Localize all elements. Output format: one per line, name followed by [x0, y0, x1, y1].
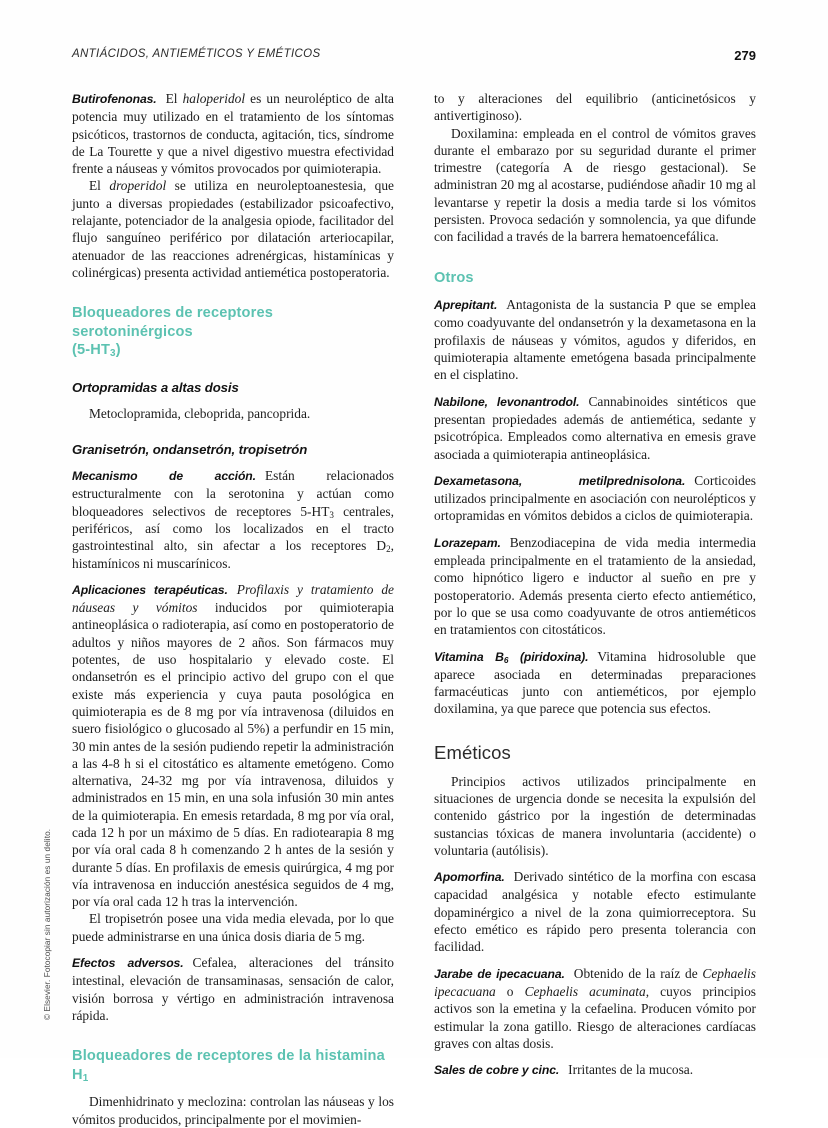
heading-bloqueadores-histamina: [72, 1047, 394, 1084]
heading-line-2-prefix: (5-HT: [72, 342, 111, 359]
text: El: [89, 178, 110, 194]
paragraph-butirofenonas: [72, 90, 394, 177]
runin-heading-apomorfina: Apomorfina.: [434, 870, 505, 885]
paragraph-sales-cobre-cinc: [434, 1061, 756, 1079]
runin-subscript-6: 6: [503, 654, 509, 665]
runin-prefix: Vitamina B: [434, 649, 504, 664]
subscript-d2: 2: [386, 544, 391, 555]
text: Cannabinoides sintéticos que presentan propiedades además de antiemética, sedante y psicotrópica. Empleados como alternativa en emesis grave asociada a quimioterapia antineoplásica.: [434, 393, 756, 462]
text: Obtenido de la raíz de: [573, 965, 703, 981]
text: Corticoides utilizados principalmente en asociación con neurolépticos y ortopramidas en vómitos debidos a ciclos de quimioterapia.: [434, 472, 756, 524]
subscript-5ht3: 3: [329, 509, 334, 520]
runin-heading-aprepitant: Aprepitant.: [434, 298, 498, 313]
paragraph-efectos-adversos: [72, 954, 394, 1024]
paragraph-dexametasona: [434, 472, 756, 525]
runin-heading-vitamina-b6: [434, 650, 588, 664]
paragraph-aprepitant: [434, 296, 756, 383]
italic-term-droperidol: droperidol: [109, 178, 167, 194]
paragraph-apomorfina: [434, 868, 756, 955]
heading-otros: Otros: [434, 269, 474, 286]
runin-heading-butirofenonas: Butirofenonas.: [72, 92, 157, 106]
subheading-ortopramidas: Ortopramidas a altas dosis: [72, 379, 239, 395]
text: o: [495, 983, 525, 999]
heading-text: Bloqueadores de receptores de la histamina H: [72, 1048, 385, 1083]
text: , cuyos principios activos son la emetina y la cefaelina. Producen vómito por estimular la zona gatillo. Riesgo de alteraciones cardíacas graves con altas dosis.: [434, 983, 756, 1051]
runin-heading-efectos-adversos: Efectos adversos.: [72, 956, 184, 971]
subheading-granisetron: Granisetrón, ondansetrón, tropisetrón: [72, 442, 308, 458]
heading-subscript-h1: 1: [82, 1072, 89, 1084]
text: Vitamina hidrosoluble que aparece asociada en determinadas preparaciones farmacéuticas junto con antieméticos, por ejemplo doxilamina, ya que parece que potencia sus efectos.: [434, 648, 756, 717]
text: , histamínicos ni muscarínicos.: [72, 538, 394, 571]
heading-line-1: Bloqueadores de receptores serotoninérgicos: [72, 305, 273, 340]
heading-bloqueadores-serotoninergicos: [72, 304, 394, 360]
runin-heading-mecanismo: Mecanismo de acción.: [72, 469, 256, 484]
runin-heading-dexametasona: Dexametasona, metilprednisolona.: [434, 473, 686, 488]
paragraph-tropisetron: El tropisetrón posee una vida media elevada, por lo que puede administrarse en una única dosis diaria de 5 mg.: [72, 911, 394, 944]
right-column: [434, 90, 756, 1078]
runin-heading-nabilone: Nabilone, levonantrodol.: [434, 394, 580, 409]
paragraph-jarabe-ipecacuana: [434, 965, 756, 1052]
paragraph-vitamina-b6: [434, 648, 756, 718]
heading-line-2-suffix: ): [115, 342, 121, 359]
heading-emeticos: Eméticos: [434, 741, 511, 763]
runin-heading-sales-cobre: Sales de cobre y cinc.: [434, 1063, 560, 1078]
text: es un neuroléptico de alta potencia muy utilizado en el tratamiento de los síntomas psicóticos, trastornos de conducta, agitación, tics, síndrome de La Tourette y que a nivel digestivo muestra efectividad frente a náuseas y vómitos provocados por quimioterapia.: [72, 91, 394, 177]
paragraph-histamina-body: Dimenhidrinato y meclozina: controlan las náuseas y los vómitos producidos, principalmente por el movimien-: [72, 1094, 394, 1127]
paragraph-nabilone: [434, 393, 756, 463]
paragraph-ortopramidas-list: Metoclopramida, cleboprida, pancoprida.: [89, 405, 311, 421]
left-column: [72, 90, 395, 1127]
text: Irritantes de la mucosa.: [568, 1062, 694, 1078]
runin-heading-aplicaciones: Aplicaciones terapéuticas.: [72, 582, 228, 597]
text: inducidos por quimioterapia antineoplásica o radioterapia, así como en postoperatorio de adultos y niños mayores de 2 años. Son fármacos muy potentes, de uso hospitalario y elevado coste. El ondansetrón es el principio activo del grupo con el que existe más experiencia y cuya pauta posológica en quimioterapia es de 8 mg por vía intravenosa (diluidos en suero fisiológico o glucosado al 5%) a perfundir en 15 min, 30 min antes de la sesión pudiendo repetir la administración a las 4-8 h si el citostático es altamente emetógeno. Como alternativa, 24-32 mg por vía intravenosa, diluidos y administrados en 15 min, en una sola infusión 30 min antes de la quimioterapia. En emesis retardada, 8 mg por vía oral, cada 12 h por un máximo de 5 días. En radiotearapia 8 mg por vía oral cada 8 h comenzando 2 h antes de la sesión y durante 5 días. En profilaxis de emesis quirúrgica, 4 mg por vía intravenosa en inducción anestésica seguidos de 4 mg, por vía oral cada 12 h tras la intervención.: [72, 600, 394, 910]
running-head-title: ANTIÁCIDOS, ANTIEMÉTICOS Y EMÉTICOS: [72, 48, 321, 60]
text: Benzodiacepina de vida media intermedia empleada principalmente en el tratamiento de la ansiedad, como hipnótico ligero e inductor al sueño en pre y postoperatorio. Además presenta cierto efecto antiemético, por lo que se usa como coadyuvante de otros antieméticos en tratamientos con citostáticos.: [434, 534, 756, 638]
paragraph-aplicaciones-terapeuticas: [72, 581, 394, 911]
text: Cefalea, alteraciones del tránsito intestinal, elevación de transaminasas, sensación de calor, visión borrosa y vértigo en administración intravenosa rápida.: [72, 955, 394, 1023]
running-head: [72, 48, 756, 70]
text: Derivado sintético de la morfina con escasa capacidad analgésica y notable efecto estimulante dopaminérgico a nivel de la zona quimiorreceptora. Su efecto emético es rápido pero presenta tolerancia con facilidad.: [434, 869, 756, 955]
paragraph-mecanismo-accion: [72, 467, 394, 572]
text: se utiliza en neuroleptoanestesia, que junto a diversas propiedades (estabilizador psicoafectivo, relajante, potenciador de la analgesia opiode, facilitador del flujo sanguíneo periférico por dilatación arteriocapilar, atenuador de las reacciones adrenérgicas, histamínicas y colinérgicas) presenta actividad antiemética postoperatoria.: [72, 178, 395, 280]
runin-suffix: (piridoxina).: [508, 649, 589, 664]
copyright-notice: © Elsevier. Fotocopiar sin autorización es un delito.: [43, 828, 52, 1020]
italic-term-haloperidol: haloperidol: [182, 91, 246, 106]
two-column-body: [72, 90, 756, 1127]
paragraph-droperidol: [72, 177, 394, 281]
paragraph-emeticos-intro: Principios activos utilizados principalmente en situaciones de urgencia donde se necesita la expulsión del contenido gástrico por la ingestión de determinadas sustancias tóxicas de manera involuntaria (accidente) o voluntaria (autólisis).: [434, 773, 756, 858]
italic-species-1: Cephaelis ipecacuana: [434, 965, 756, 999]
heading-subscript: 3: [110, 348, 116, 360]
paragraph-continuation: to y alteraciones del equilibrio (anticinetósicos y antivertiginoso).: [434, 91, 756, 124]
paragraph-lorazepam: [434, 534, 756, 639]
italic-phrase-profilaxis: Profilaxis y tratamiento de náuseas y vómitos: [72, 581, 394, 616]
paragraph-doxilamina: Doxilamina: empleada en el control de vómitos graves durante el embarazo por su seguridad durante el primer trimestre (categoría A de riesgo gestacional). Se administran 20 mg al acostarse, pudiéndose añadir 10 mg al levantarse y repetir la dosis a media tarde si los vómitos persisten. Provoca sedación y somnolencia, ya que difunde con facilidad a través de la barrera hematoencefálica.: [434, 125, 756, 245]
text: El: [165, 91, 183, 106]
text: Están relacionados estructuralmente con la serotonina y actúan como bloqueadores selectivos de receptores 5-HT: [72, 468, 395, 519]
text: centrales, periféricos, así como los localizados en el tracto gastrointestinal alto, sin afectar a los receptores D: [72, 503, 394, 554]
page-number: 279: [734, 48, 756, 63]
text: Antagonista de la sustancia P que se emplea como coadyuvante del ondansetrón y la dexametasona en la profilaxis de náuseas y vómitos, agudos y diferidos, en quimioterapia altamente emetógena basada principalmente en el cisplatino.: [434, 297, 756, 383]
italic-species-2: Cephaelis acuminata: [524, 983, 646, 999]
runin-heading-lorazepam: Lorazepam.: [434, 535, 501, 550]
runin-heading-ipecacuana: Jarabe de ipecacuana.: [434, 966, 565, 981]
